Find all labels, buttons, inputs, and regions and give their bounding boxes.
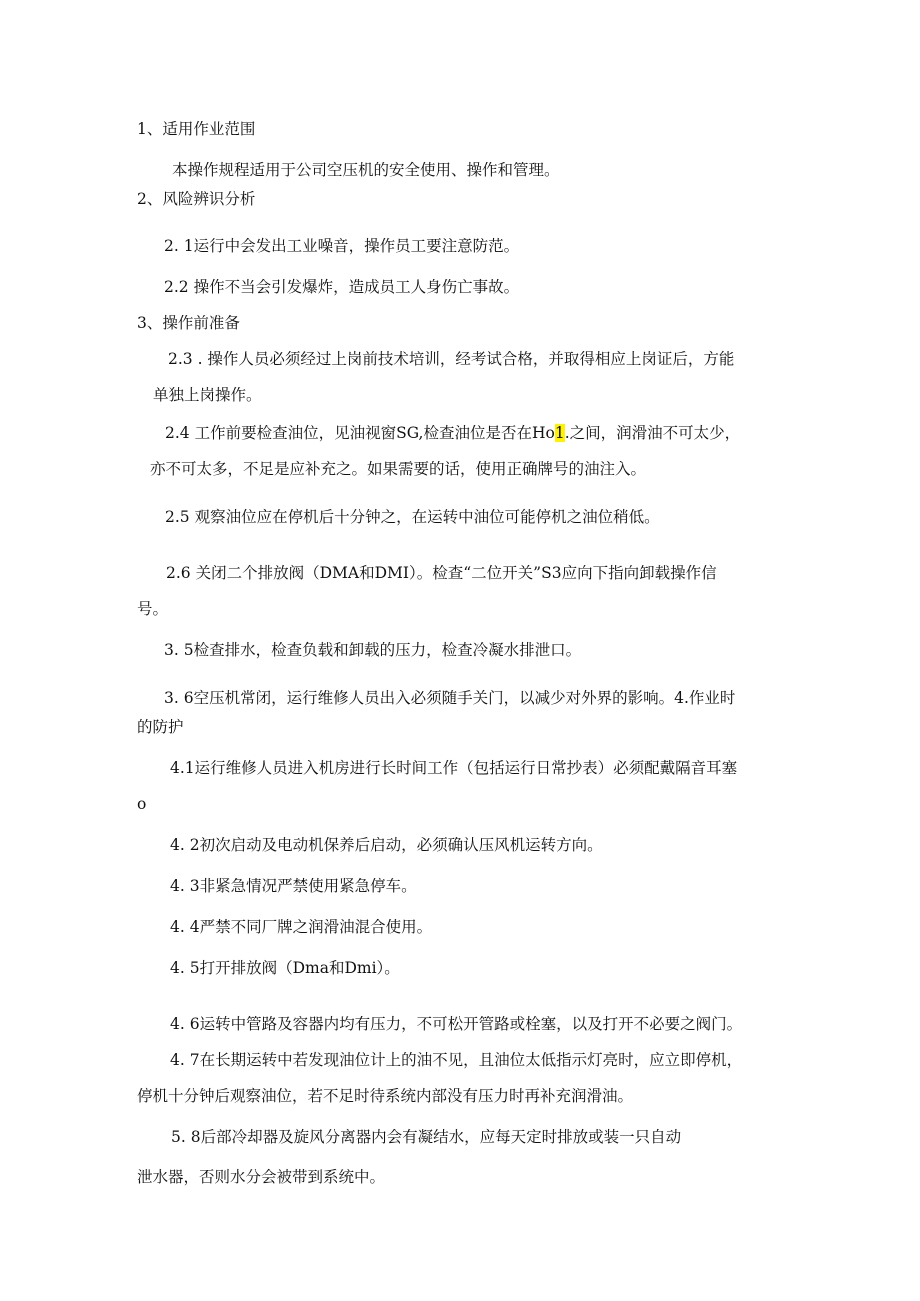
paragraph-2-1: 2. 1运行中会发出工业噪音，操作员工要注意防范。 (164, 237, 520, 255)
section-heading-1: 1、适用作业范围 (137, 120, 256, 138)
paragraph-3-5: 3. 5检查排水，检查负载和卸载的压力，检查冷凝水排泄口。 (164, 641, 582, 659)
section-heading-3: 3、操作前准备 (137, 314, 240, 332)
paragraph-2-4-line1 (165, 423, 740, 443)
paragraph-2-4-part2: .之间，润滑油不可太少， (564, 424, 741, 442)
paragraph-2-5: 2.5 观察油位应在停机后十分钟之，在运转中油位可能停机之油位稍低。 (165, 508, 660, 526)
paragraph-3-6-line1: 3. 6空压机常闭，运行维修人员出入必须随手关门，以减少对外界的影响。4.作业时 (164, 689, 736, 707)
paragraph-2-3-line2: 单独上岗操作。 (153, 386, 262, 404)
paragraph-4-2: 4. 2初次启动及电动机保养后启动，必须确认压风机运转方向。 (170, 836, 603, 854)
paragraph-4-7-line1: 4. 7在长期运转中若发现油位计上的油不见，且油位太低指示灯亮时，应立即停机， (170, 1051, 743, 1069)
paragraph-2-4-line2: 亦不可太多，不足是应补充之。如果需要的话，使用正确牌号的油注入。 (150, 460, 647, 478)
paragraph-4-3: 4. 3非紧急情况严禁使用紧急停车。 (170, 877, 417, 895)
paragraph-2-4-part1: 2.4 工作前要检查油位，见油视窗SG,检查油位是否在Ho (165, 424, 555, 442)
highlighted-text: 1 (554, 424, 565, 442)
paragraph-4-5: 4. 5打开排放阀（Dma和Dmi）。 (170, 959, 400, 977)
paragraph-2-6-line2: 号。 (137, 600, 169, 618)
paragraph-5-8-line1: 5. 8后部冷却器及旋风分离器内会有凝结水，应每天定时排放或装一只自动 (171, 1128, 682, 1146)
paragraph-5-8-line2: 泄水器，否则水分会被带到系统中。 (137, 1168, 386, 1186)
paragraph-2-2: 2.2 操作不当会引发爆炸，造成员工人身伤亡事故。 (164, 278, 520, 296)
paragraph-4-4: 4. 4严禁不同厂牌之润滑油混合使用。 (170, 918, 433, 936)
paragraph-3-6-line2: 的防护 (137, 718, 184, 736)
paragraph-2-3-line1: 2.3 . 操作人员必须经过上岗前技术培训，经考试合格，并取得相应上岗证后，方能 (168, 350, 735, 368)
paragraph-4-6: 4. 6运转中管路及容器内均有压力，不可松开管路或栓塞，以及打开不必要之阀门。 (170, 1015, 743, 1033)
section-heading-2: 2、风险辨识分析 (137, 190, 256, 208)
paragraph-4-1-line1: 4.1运行维修人员进入机房进行长时间工作（包括运行日常抄表）必须配戴隔音耳塞 (170, 759, 738, 777)
paragraph-4-7-line2: 停机十分钟后观察油位，若不足时待系统内部没有压力时再补充润滑油。 (137, 1087, 634, 1105)
paragraph-scope: 本操作规程适用于公司空压机的安全使用、操作和管理。 (172, 161, 560, 179)
paragraph-4-1-line2: o (137, 795, 147, 813)
paragraph-2-6-line1: 2.6 关闭二个排放阀（DMA和DMI）。检查“二位开关”S3应向下指向卸载操作信 (166, 564, 717, 582)
